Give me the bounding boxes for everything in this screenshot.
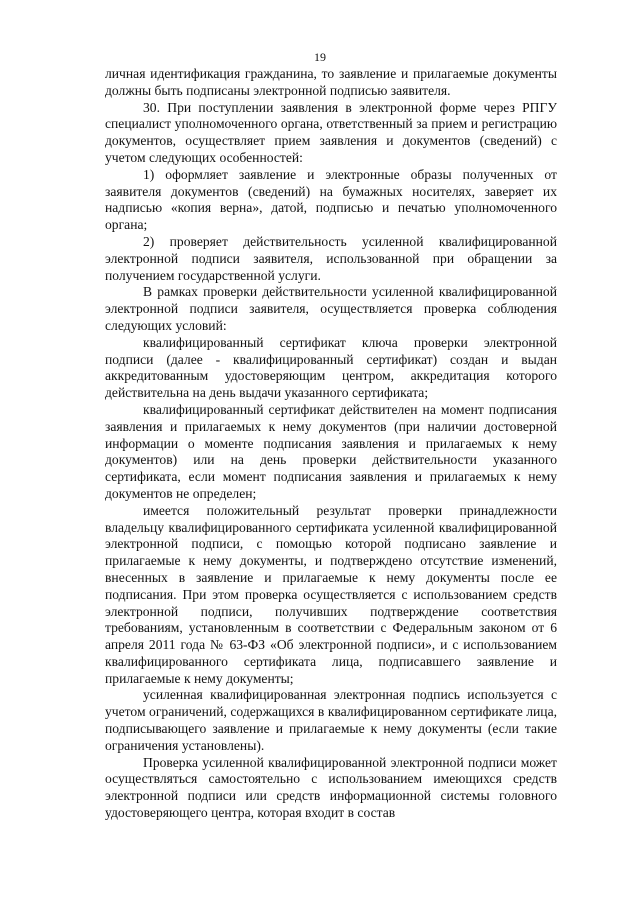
page-number: 19	[314, 50, 326, 64]
condition-restrictions: усиленная квалифицированная электронная подпись используется с учетом ограничений, содержащихся в квалифицированном сертификате лица, подписывающего заявление и прилагаемые к нему документы (если такие ограничения установлены).	[105, 687, 557, 753]
paragraph-verification-method: Проверка усиленной квалифицированной электронной подписи может осуществляться самостоятельно с использованием имеющихся средств электронной подписи или средств информационной системы головного удостоверяющего центра, которая входит в состав	[105, 754, 557, 821]
condition-certificate-issued: квалифицированный сертификат ключа проверки электронной подписи (далее - квалифицированный сертификат) создан и выдан аккредитованным удостоверяющим центром, аккредитация которого действительна на день выдачи указанного сертификата;	[105, 334, 557, 401]
document-body	[105, 66, 557, 822]
paragraph-verification-intro: В рамках проверки действительности усиленной квалифицированной электронной подписи заявителя, осуществляется проверка соблюдения следующих условий:	[105, 284, 557, 333]
list-item-1: 1) оформляет заявление и электронные образы полученных от заявителя документов (сведений) на бумажных носителях, заверяет их надписью «копия верна», датой, подписью и печатью уполномоченного органа;	[105, 166, 557, 233]
list-item-2: 2) проверяет действительность усиленной квалифицированной электронной подписи заявителя, использованной при обращении за получением государственной услуги.	[105, 233, 557, 283]
condition-certificate-valid: квалифицированный сертификат действителен на момент подписания заявления и прилагаемых к нему документов (при наличии достоверной информации о моменте подписания заявления и прилагаемых к нему документов) или на день проверки действительности указанного сертификата, если момент подписания заявления и прилагаемых к нему документов не определен;	[105, 401, 557, 501]
paragraph-clause-30: 30. При поступлении заявления в электронной форме через РПГУ специалист уполномоченного органа, ответственный за прием и регистрацию документов, осуществляет прием заявления и документов (сведений) с учетом следующих особенностей:	[105, 99, 557, 165]
condition-positive-result: имеется положительный результат проверки принадлежности владельцу квалифицированного сертификата усиленной квалифицированной электронной подписи, с помощью которой подписано заявление и прилагаемые к нему документы, и подтверждено отсутствие изменений, внесенных в заявление и прилагаемые к нему документы после ее подписания. При этом проверка осуществляется с использованием средств электронной подписи, получивших подтверждение соответствия требованиям, установленным в соответствии с Федеральным законом от 6 апреля 2011 года № 63-ФЗ «Об электронной подписи», и с использованием квалифицированного сертификата лица, подписавшего заявление и прилагаемые к нему документы;	[105, 502, 557, 686]
paragraph-continuation: личная идентификация гражданина, то заявление и прилагаемые документы должны быть подписаны электронной подписью заявителя.	[105, 66, 557, 98]
